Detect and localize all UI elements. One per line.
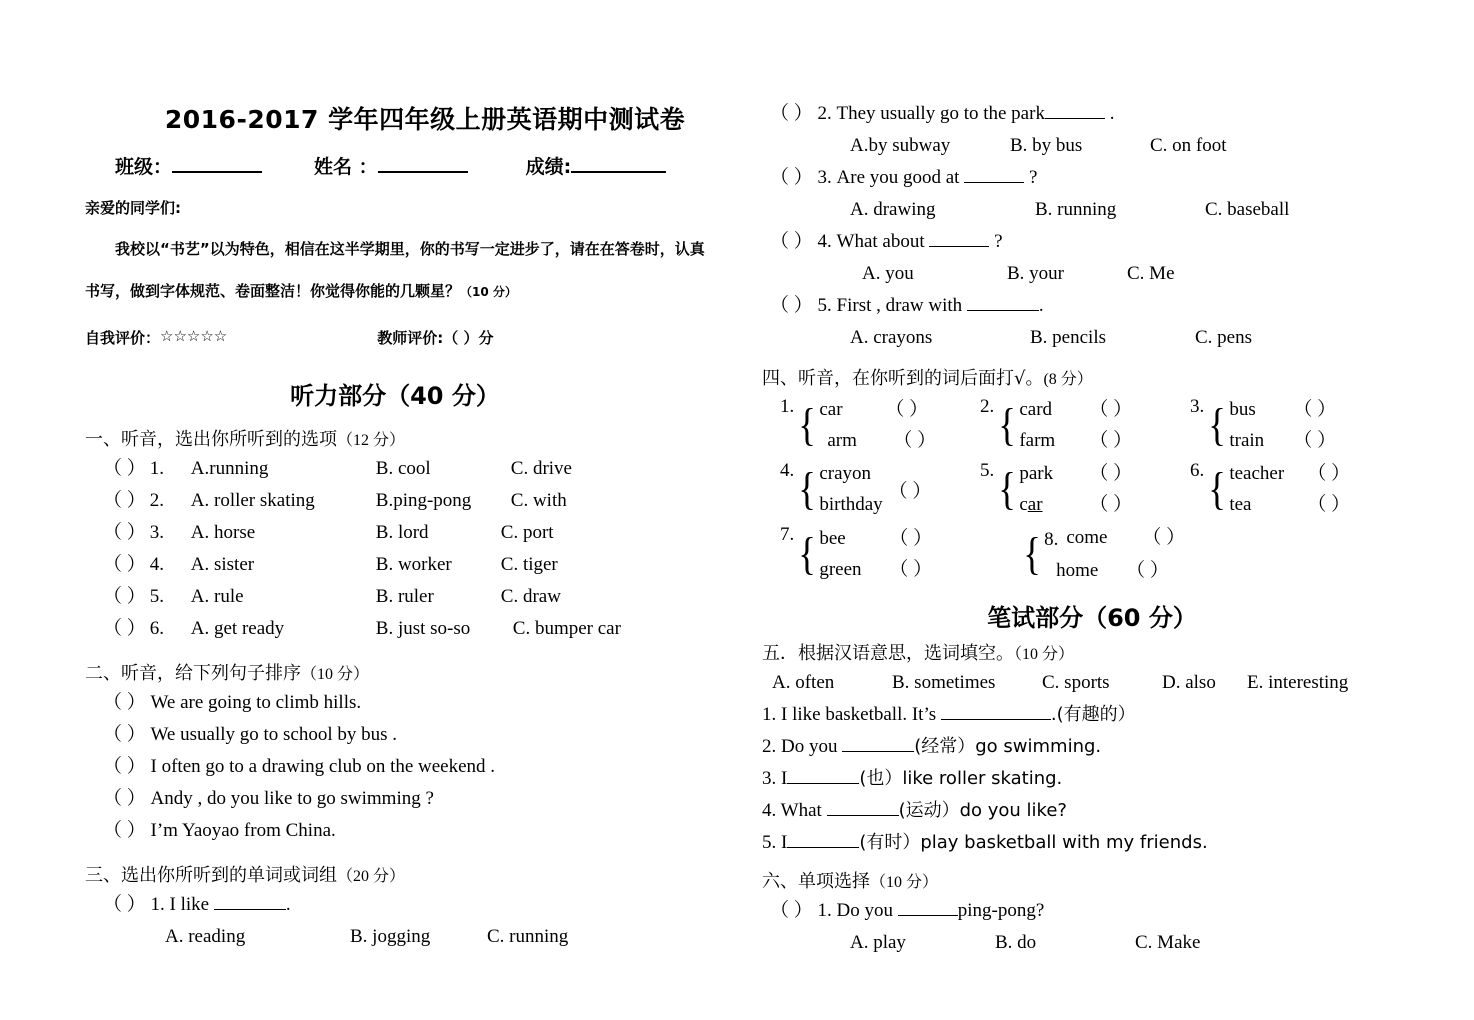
option-c[interactable]: C. drive <box>510 458 572 479</box>
fill-blank[interactable] <box>929 233 989 247</box>
question-stem-end: ? <box>994 231 1003 252</box>
checkbox-top[interactable]: （ ） <box>885 399 929 420</box>
evaluation-line <box>85 327 745 348</box>
question-row <box>762 98 1422 130</box>
answer-paren[interactable]: （ ） <box>770 103 813 124</box>
ordering-row <box>85 687 745 719</box>
word-pair <box>1044 522 1185 586</box>
brace-group <box>780 522 1000 586</box>
student-info-line <box>85 152 745 179</box>
teacher-eval-label[interactable]: 教师评价:（ ）分 <box>377 329 494 347</box>
word-pair <box>819 523 932 585</box>
checkbox-top[interactable]: （ ） <box>1089 399 1133 420</box>
question-number: 5. <box>149 586 165 607</box>
answer-paren[interactable]: （ ） <box>103 458 146 479</box>
option-row <box>762 194 1422 226</box>
stem-post: (经常）go swimming. <box>914 736 1102 757</box>
word-pair <box>1019 458 1132 520</box>
ordering-row <box>85 751 745 783</box>
option-a[interactable]: A. you <box>862 263 914 284</box>
brace-icon: { <box>1208 463 1227 515</box>
self-eval-label: 自我评价： <box>85 329 161 347</box>
stem-pre: Do you <box>781 736 838 757</box>
question-stem: Are you good at <box>836 167 960 188</box>
instruction-paragraph <box>85 228 710 313</box>
fill-blank[interactable] <box>827 802 899 816</box>
checkbox-top[interactable]: （ ） <box>1142 527 1186 548</box>
option-a[interactable]: A. rule <box>190 586 244 607</box>
section-1-points: （12 分） <box>337 432 406 449</box>
question-row <box>762 290 1422 322</box>
checkbox-bottom[interactable]: （ ） <box>889 559 933 580</box>
section-3-heading <box>85 861 745 887</box>
fill-row <box>762 795 1422 827</box>
question-number: 1. <box>762 704 777 725</box>
fill-blank[interactable] <box>898 902 958 916</box>
question-row <box>85 453 745 485</box>
fill-blank[interactable] <box>214 896 286 910</box>
question-stem: What about <box>836 231 925 252</box>
score-field[interactable] <box>526 152 667 179</box>
word-bottom: arm <box>827 430 857 451</box>
checkbox-bottom[interactable]: （ ） <box>1089 430 1133 451</box>
question-row <box>85 889 745 921</box>
fill-row <box>762 763 1422 795</box>
word-top: teacher <box>1229 463 1285 484</box>
answer-paren[interactable]: （ ） <box>103 724 146 745</box>
answer-paren[interactable]: （ ） <box>103 490 146 511</box>
section-2-title: 二、听音，给下列句子排序 <box>85 663 301 684</box>
section-1-heading <box>85 425 745 451</box>
option-b[interactable]: B. by bus <box>1010 135 1083 156</box>
fill-blank[interactable] <box>787 834 859 848</box>
score-label: 成绩: <box>525 156 572 178</box>
ordering-row <box>85 815 745 847</box>
group-number: 6. <box>1190 460 1205 481</box>
section-1-title: 一、听音，选出你所听到的选项 <box>85 429 337 450</box>
ordering-row <box>85 719 745 751</box>
option-a[interactable]: A. reading <box>165 926 246 947</box>
option-a[interactable]: A. roller skating <box>190 490 315 511</box>
option-c[interactable]: C. Make <box>1135 932 1201 953</box>
brace-group <box>980 458 1190 520</box>
word-pair <box>1229 458 1350 520</box>
option-b[interactable]: B. running <box>1035 199 1117 220</box>
checkbox-pair[interactable]: （ ） <box>888 480 932 502</box>
question-number: 4. <box>149 554 165 575</box>
stem-pre: I <box>781 768 788 789</box>
word-bottom: green <box>819 559 862 580</box>
name-field[interactable] <box>314 152 468 179</box>
section-6-title: 六、单项选择 <box>762 871 870 892</box>
question-row <box>762 226 1422 258</box>
answer-paren[interactable]: （ ） <box>103 788 146 809</box>
page-title: 2016-2017 学年四年级上册英语期中测试卷 <box>164 105 686 134</box>
choice-e[interactable]: E. interesting <box>1247 672 1349 693</box>
question-stem: First , draw with <box>836 295 963 316</box>
fill-blank[interactable] <box>967 297 1039 311</box>
answer-paren[interactable]: （ ） <box>770 900 813 921</box>
question-number: 3. <box>762 768 777 789</box>
word-bank <box>762 667 1422 699</box>
stem-pre: I like basketball. It’s <box>781 704 937 725</box>
question-stem-end: ping-pong? <box>957 900 1045 921</box>
option-row <box>762 130 1422 162</box>
greeting-text: 亲爱的同学们: <box>85 199 181 217</box>
question-number: 2. <box>149 490 165 511</box>
option-c[interactable]: C. running <box>487 926 569 947</box>
fill-blank[interactable] <box>964 169 1024 183</box>
fill-row <box>762 827 1422 859</box>
self-eval-stars[interactable]: ☆☆☆☆☆ <box>160 327 228 345</box>
sentence-text: I often go to a drawing club on the weekend . <box>150 756 496 777</box>
section-4-points: (8 分） <box>1043 371 1093 388</box>
brace-group <box>1190 458 1350 520</box>
stem-post: .(有趣的） <box>1050 704 1136 725</box>
option-a[interactable]: A. play <box>850 932 906 953</box>
answer-paren[interactable]: （ ） <box>103 894 146 915</box>
brace-icon: { <box>798 399 817 451</box>
question-number: 2. <box>817 103 832 124</box>
answer-paren[interactable]: （ ） <box>103 756 146 777</box>
section-5-points: （10 分） <box>1014 646 1075 663</box>
word-pair <box>1019 394 1132 456</box>
option-b[interactable]: B. lord <box>375 522 429 543</box>
option-row <box>762 927 1422 959</box>
word-bottom: train <box>1229 430 1265 451</box>
option-c[interactable]: C. draw <box>500 586 561 607</box>
option-a[interactable]: A. sister <box>190 554 255 575</box>
group-number: 3. <box>1190 396 1205 417</box>
option-b[interactable]: B. cool <box>375 458 431 479</box>
checkbox-top[interactable]: （ ） <box>1089 463 1133 484</box>
word-bottom: home <box>1056 560 1099 581</box>
section-2-points: （10 分） <box>301 666 370 683</box>
answer-paren[interactable]: （ ） <box>103 692 146 713</box>
word-top: crayon <box>819 463 872 484</box>
question-row <box>85 613 745 645</box>
class-label: 班级： <box>115 156 173 178</box>
brace-row <box>780 458 1422 520</box>
section-5-heading <box>762 639 1422 665</box>
question-row <box>762 162 1422 194</box>
choice-a[interactable]: A. often <box>772 672 835 693</box>
stem-post: (运动）do you like? <box>898 800 1067 821</box>
stem-post: (有时）play basketball with my friends. <box>859 832 1208 853</box>
instruction-body: 我校以“书艺”以为特色，相信在这半学期里，你的书写一定进步了，请在在答卷时，认真书写，做到字体规范、卷面整洁！你觉得你能的几颗星？ <box>85 240 705 300</box>
option-a[interactable]: A. crayons <box>850 327 933 348</box>
section-5-title: 五．根据汉语意思，选词填空。 <box>762 643 1014 664</box>
fill-blank[interactable] <box>787 770 859 784</box>
name-blank[interactable] <box>378 157 468 173</box>
group-number: 1. <box>780 396 795 417</box>
group-number: 7. <box>780 524 795 545</box>
word-top: bus <box>1229 399 1256 420</box>
option-b[interactable]: B. jogging <box>350 926 431 947</box>
option-b[interactable]: B. ruler <box>375 586 434 607</box>
option-c[interactable]: C. pens <box>1195 327 1252 348</box>
choice-d[interactable]: D. also <box>1162 672 1216 693</box>
underlined-ar: ar <box>1027 494 1043 515</box>
answer-paren[interactable]: （ ） <box>103 618 146 639</box>
question-number: 5. <box>817 295 832 316</box>
word-pair <box>819 394 936 456</box>
answer-paren[interactable]: （ ） <box>770 231 813 252</box>
option-a[interactable]: A.running <box>190 458 269 479</box>
question-stem-end: . <box>1038 295 1044 316</box>
fill-row <box>762 699 1422 731</box>
section-2-heading <box>85 659 745 685</box>
option-c[interactable]: C. baseball <box>1205 199 1290 220</box>
word-bottom: birthday <box>819 494 883 515</box>
brace-icon: { <box>798 528 817 580</box>
group-number: 4. <box>780 460 795 481</box>
word-bottom: car <box>1019 494 1043 515</box>
question-stem-end: ? <box>1028 167 1038 188</box>
brace-group <box>1190 394 1336 456</box>
question-row <box>85 485 745 517</box>
answer-paren[interactable]: （ ） <box>103 522 146 543</box>
option-a[interactable]: A. drawing <box>850 199 936 220</box>
question-number: 3. <box>817 167 832 188</box>
option-b[interactable]: B. worker <box>375 554 452 575</box>
checkbox-top[interactable]: （ ） <box>889 528 933 549</box>
brace-icon: { <box>998 463 1017 515</box>
answer-paren[interactable]: （ ） <box>770 167 813 188</box>
question-number: 1. <box>150 894 165 915</box>
section-6-heading <box>762 867 1422 893</box>
word-top: come <box>1066 527 1108 548</box>
option-b[interactable]: B. pencils <box>1030 327 1106 348</box>
option-b[interactable]: B. do <box>995 932 1037 953</box>
answer-paren[interactable]: （ ） <box>103 586 146 607</box>
checkbox-bottom[interactable]: （ ） <box>1293 430 1337 451</box>
brace-icon: { <box>1023 528 1041 580</box>
group-number: 8. <box>1044 529 1059 550</box>
instruction-points: （10 分） <box>460 285 517 299</box>
word-bottom: tea <box>1229 494 1252 515</box>
sentence-text: We are going to climb hills. <box>150 692 362 713</box>
stem-post: (也）like roller skating. <box>859 768 1063 789</box>
question-row <box>85 581 745 613</box>
brace-row <box>780 394 1422 456</box>
word-pair <box>819 458 882 520</box>
sentence-text: Andy , do you like to go swimming ? <box>150 788 434 809</box>
checkbox-bottom[interactable]: （ ） <box>893 430 937 451</box>
brace-group <box>980 394 1190 456</box>
section-4-title: 四、听音，在你听到的词后面打√。 <box>762 368 1044 389</box>
choice-c[interactable]: C. sports <box>1042 672 1110 693</box>
option-b[interactable]: B. just so-so <box>375 618 471 639</box>
choice-b[interactable]: B. sometimes <box>892 672 996 693</box>
question-row <box>85 549 745 581</box>
sentence-text: We usually go to school by bus . <box>150 724 398 745</box>
ordering-row <box>85 783 745 815</box>
question-stem: They usually go to the park <box>836 103 1045 124</box>
question-number: 1. <box>817 900 832 921</box>
listening-part-banner: 听力部分（40 分） <box>290 382 500 410</box>
question-row <box>762 895 1422 927</box>
brace-group <box>780 394 980 456</box>
section-3-points: （20 分） <box>337 868 406 885</box>
checkbox-bottom[interactable]: （ ） <box>1307 494 1351 515</box>
fill-blank[interactable] <box>941 706 1051 720</box>
word-bottom: farm <box>1019 430 1056 451</box>
class-field[interactable] <box>115 152 262 179</box>
sentence-text: I’m Yaoyao from China. <box>150 820 336 841</box>
left-column <box>85 0 745 953</box>
question-number: 4. <box>762 800 777 821</box>
answer-paren[interactable]: （ ） <box>770 295 813 316</box>
fill-blank[interactable] <box>1045 105 1105 119</box>
section-4-grid <box>762 394 1422 586</box>
word-top: card <box>1019 399 1053 420</box>
question-row <box>85 517 745 549</box>
question-number: 4. <box>817 231 832 252</box>
question-stem: I like <box>169 894 210 915</box>
word-top: bee <box>819 528 846 549</box>
brace-group <box>1000 522 1185 586</box>
question-number: 6. <box>149 618 165 639</box>
section-4-heading <box>762 364 1422 390</box>
checkbox-top[interactable]: （ ） <box>1307 463 1351 484</box>
word-top: car <box>819 399 843 420</box>
checkbox-top[interactable]: （ ） <box>1293 399 1337 420</box>
brace-icon: { <box>1208 399 1227 451</box>
checkbox-bottom[interactable]: （ ） <box>1126 560 1169 581</box>
class-blank[interactable] <box>172 157 262 173</box>
brace-icon: { <box>798 463 817 515</box>
name-label: 姓名 ： <box>314 156 378 178</box>
question-number: 5. <box>762 832 777 853</box>
written-part-banner: 笔试部分（60 分） <box>987 604 1197 632</box>
option-c[interactable]: C. Me <box>1127 263 1175 284</box>
answer-paren[interactable]: （ ） <box>103 820 146 841</box>
question-number: 3. <box>149 522 165 543</box>
group-number: 5. <box>980 460 995 481</box>
option-c[interactable]: C. on foot <box>1150 135 1227 156</box>
brace-group <box>780 458 980 520</box>
option-c[interactable]: C. bumper car <box>512 618 621 639</box>
question-stem: Do you <box>836 900 893 921</box>
checkbox-bottom[interactable]: （ ） <box>1089 494 1133 515</box>
option-c[interactable]: C. port <box>500 522 554 543</box>
option-c[interactable]: C. with <box>510 490 567 511</box>
question-stem-end: . <box>285 894 291 915</box>
option-row <box>85 921 745 953</box>
group-number: 2. <box>980 396 995 417</box>
section-3-title: 三、选出你所听到的单词或词组 <box>85 865 337 886</box>
option-b[interactable]: B. your <box>1007 263 1064 284</box>
word-top: park <box>1019 463 1054 484</box>
option-a[interactable]: A. get ready <box>190 618 285 639</box>
question-number: 2. <box>762 736 777 757</box>
right-column <box>762 0 1422 959</box>
answer-paren[interactable]: （ ） <box>103 554 146 575</box>
option-a[interactable]: A.by subway <box>850 135 951 156</box>
option-b[interactable]: B.ping-pong <box>375 490 472 511</box>
stem-pre: I <box>781 832 788 853</box>
brace-icon: { <box>998 399 1017 451</box>
score-blank[interactable] <box>571 157 666 173</box>
option-row <box>762 322 1422 354</box>
question-number: 1. <box>149 458 165 479</box>
fill-row <box>762 731 1422 763</box>
option-a[interactable]: A. horse <box>190 522 256 543</box>
stem-pre: What <box>780 800 822 821</box>
option-row <box>762 258 1422 290</box>
word-pair <box>1229 394 1336 456</box>
brace-row <box>780 522 1422 586</box>
fill-blank[interactable] <box>842 738 914 752</box>
section-6-points: （10 分） <box>870 874 939 891</box>
question-stem-end: . <box>1109 103 1115 124</box>
option-c[interactable]: C. tiger <box>500 554 558 575</box>
